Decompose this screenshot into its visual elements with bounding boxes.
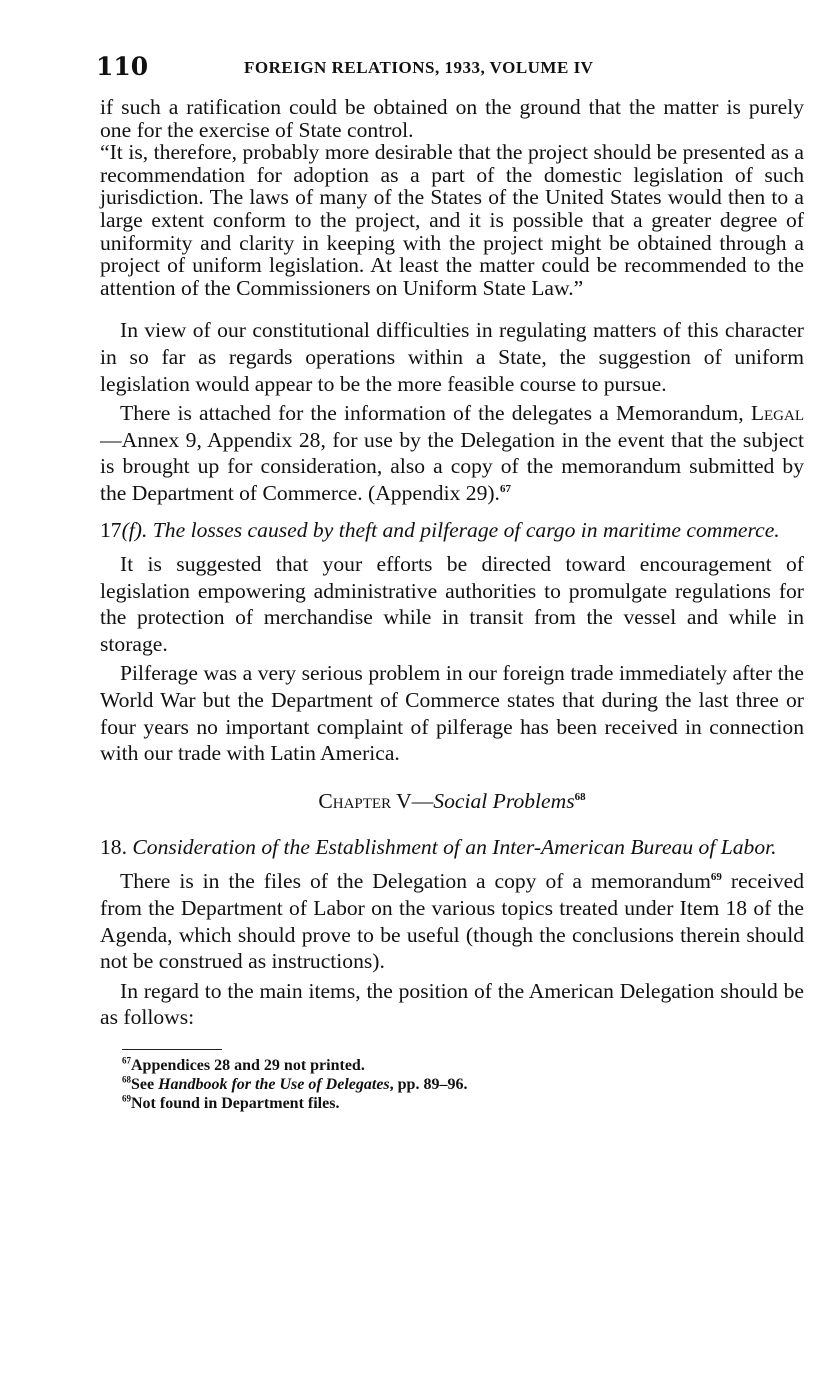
- quote-paragraph-2: “It is, therefore, probably more desirable that the project should be presented as a recommendation for adoption as a part of the domestic legislation of such jurisdiction. The laws of many of the States of the United States would then to a large extent conform to the project, and it is possible that a greater degree of uniformity and clarity in keeping with the project might be obtained through a project of uniform legislation. At least the matter could be recommended to the attention of the Commissioners on Uniform State Law.”: [100, 140, 804, 300]
- paragraph-text: —Annex 9, Appendix 28, for use by the Delegation in the event that the subject is brought up for consideration, also a copy of the memorandum submitted by the Department of Commerce. (Appendix 29).: [100, 427, 804, 505]
- chapter-number: V—: [391, 788, 434, 813]
- section-title: Consideration of the Establishment of an Inter-American Bureau of Labor.: [132, 834, 777, 859]
- section-number: 17: [100, 517, 122, 542]
- footnote-text: , pp. 89–96.: [389, 1076, 468, 1093]
- paragraph-files: [100, 868, 804, 974]
- page-body: [100, 96, 804, 1113]
- footnote-mark: 68: [122, 1074, 131, 1085]
- footnote-67: [122, 1056, 804, 1075]
- paragraph-text: There is in the files of the Delegation a copy of a memorandum: [120, 869, 711, 894]
- footnote-68: [122, 1075, 804, 1094]
- section-number: 18.: [100, 834, 133, 859]
- paragraph-pilferage: Pilferage was a very serious problem in our foreign trade immediately after the World War but the Department of Commerce states that during the last three or four years no important complaint of pilferage has been received in connection with our trade with Latin America.: [100, 661, 804, 766]
- footnote-text: Appendices 28 and 29 not printed.: [131, 1057, 365, 1074]
- footnotes: [100, 1056, 804, 1113]
- page-number: 110: [96, 52, 149, 81]
- footnote-ref-67: 67: [499, 482, 511, 495]
- paragraph-memorandum-attached: [100, 400, 804, 506]
- section-heading-17f: [100, 517, 804, 544]
- footnote-italic-title: Handbook for the Use of Delegates: [158, 1076, 390, 1093]
- paragraph-constitutional: In view of our constitutional difficulties in regulating matters of this character in so far as regards operations within a State, the suggestion of uniform legislation would appear to be the more feasible course to pursue.: [100, 318, 804, 396]
- section-subnumber: (f).: [121, 517, 153, 542]
- paragraph-main-items: In regard to the main items, the position of the American Delegation should be as follows:: [100, 978, 804, 1030]
- page-header: [96, 52, 802, 84]
- footnote-69: [122, 1094, 804, 1113]
- footnote-mark: 69: [122, 1093, 131, 1104]
- running-head: FOREIGN RELATIONS, 1933, VOLUME IV: [244, 58, 594, 77]
- footnote-text: See: [131, 1076, 159, 1093]
- footnote-ref-68: 68: [574, 790, 586, 803]
- quote-paragraph-1: if such a ratification could be obtained on the ground that the matter is purely one for the exercise of State control.: [100, 95, 804, 142]
- section-heading-18: [100, 834, 804, 861]
- paragraph-text: There is attached for the information of the delegates a Memorandum,: [120, 401, 751, 426]
- paragraph-text: received from the Department of Labor on the various topics treated under Item 18 of the Agenda, which should prove to be useful (though the conclusions therein should not be construed as instructions).: [100, 869, 804, 974]
- chapter-label: Chapter: [318, 788, 392, 813]
- paragraph-suggestion: It is suggested that your efforts be directed toward encouragement of legislation empowering administrative authorities to promulgate regulations for the protection of merchandise while in transit from the vessel and while in storage.: [100, 552, 804, 656]
- footnote-text: Not found in Department files.: [131, 1095, 340, 1112]
- chapter-title: Social Problems: [433, 788, 575, 813]
- footnote-mark: 67: [122, 1055, 131, 1066]
- chapter-heading: [100, 789, 804, 814]
- legal-small-caps: Legal: [750, 401, 804, 426]
- section-title: The losses caused by theft and pilferage of cargo in maritime commerce.: [152, 517, 780, 542]
- footnote-divider: [122, 1049, 222, 1050]
- quoted-block: [100, 96, 804, 299]
- footnote-ref-69: 69: [710, 871, 722, 884]
